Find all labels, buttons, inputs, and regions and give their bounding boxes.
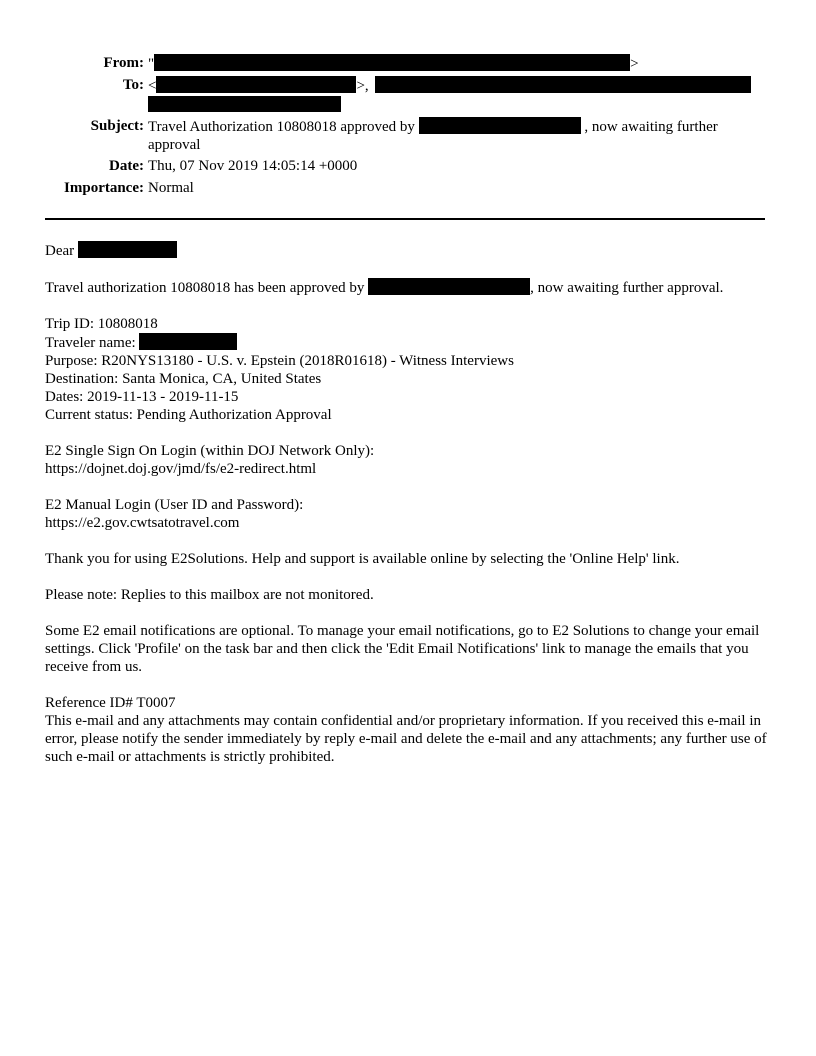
redaction-box — [78, 241, 177, 258]
approval-sentence: Travel authorization 10808018 has been approved by , now awaiting further approval. — [45, 280, 724, 296]
sso-label: E2 Single Sign On Login (within DOJ Network Only): — [45, 443, 375, 459]
to-value: < >, — [148, 76, 768, 95]
reference-id: Reference ID# T0007 — [45, 695, 176, 711]
to-label: To: — [122, 77, 144, 93]
thanks-paragraph: Thank you for using E2Solutions. Help and support is available online by selecting the 'Online Help' link. — [45, 551, 680, 567]
date-label: Date: — [109, 158, 144, 174]
trip-id: Trip ID: 10808018 — [45, 316, 158, 332]
email-body — [45, 241, 775, 784]
manual-login — [45, 496, 775, 532]
traveler-name: Traveler name: — [45, 333, 775, 352]
redaction-box — [148, 96, 341, 112]
redaction-box — [156, 76, 356, 93]
greeting: Dear — [45, 241, 775, 260]
redaction-box — [139, 333, 237, 350]
date-value: Thu, 07 Nov 2019 14:05:14 +0000 — [148, 158, 358, 174]
redaction-box — [368, 278, 530, 295]
optional-notifications-paragraph: Some E2 email notifications are optional. To manage your email notifications, go to E2 Solutions to change your email settings. Click 'Profile' on the task bar and then click the 'Edit Email Notifications' link to manage the emails that you receive from us. — [45, 623, 760, 675]
from-label: From: — [103, 55, 144, 71]
trip-details — [45, 315, 775, 424]
subject-label: Subject: — [90, 118, 144, 134]
confidentiality-disclaimer: This e-mail and any attachments may contain confidential and/or proprietary information. If you received this e-mail in error, please notify the sender immediately by reply e-mail and delete the e-mail and any attachments; any further use of such e-mail or attachments is strictly prohibited. — [45, 713, 767, 765]
redaction-box — [375, 76, 751, 93]
subject-value: Travel Authorization 10808018 approved by , now awaiting further approval — [148, 119, 718, 153]
manual-login-label: E2 Manual Login (User ID and Password): — [45, 497, 304, 513]
trip-status: Current status: Pending Authorization Approval — [45, 407, 332, 423]
header-divider — [45, 218, 765, 220]
mailbox-note: Please note: Replies to this mailbox are not monitored. — [45, 587, 374, 603]
trip-dates: Dates: 2019-11-13 - 2019-11-15 — [45, 389, 239, 405]
sso-url[interactable]: https://dojnet.doj.gov/jmd/fs/e2-redirect.html — [45, 461, 317, 477]
sso-login — [45, 442, 775, 478]
trip-purpose: Purpose: R20NYS13180 - U.S. v. Epstein (2018R01618) - Witness Interviews — [45, 353, 514, 369]
redaction-box — [154, 54, 630, 71]
importance-value: Normal — [148, 180, 194, 196]
from-value: " > — [148, 56, 639, 72]
importance-label: Importance: — [64, 180, 144, 196]
trip-destination: Destination: Santa Monica, CA, United States — [45, 371, 322, 387]
redaction-box — [419, 117, 581, 134]
manual-login-url[interactable]: https://e2.gov.cwtsatotravel.com — [45, 515, 240, 531]
